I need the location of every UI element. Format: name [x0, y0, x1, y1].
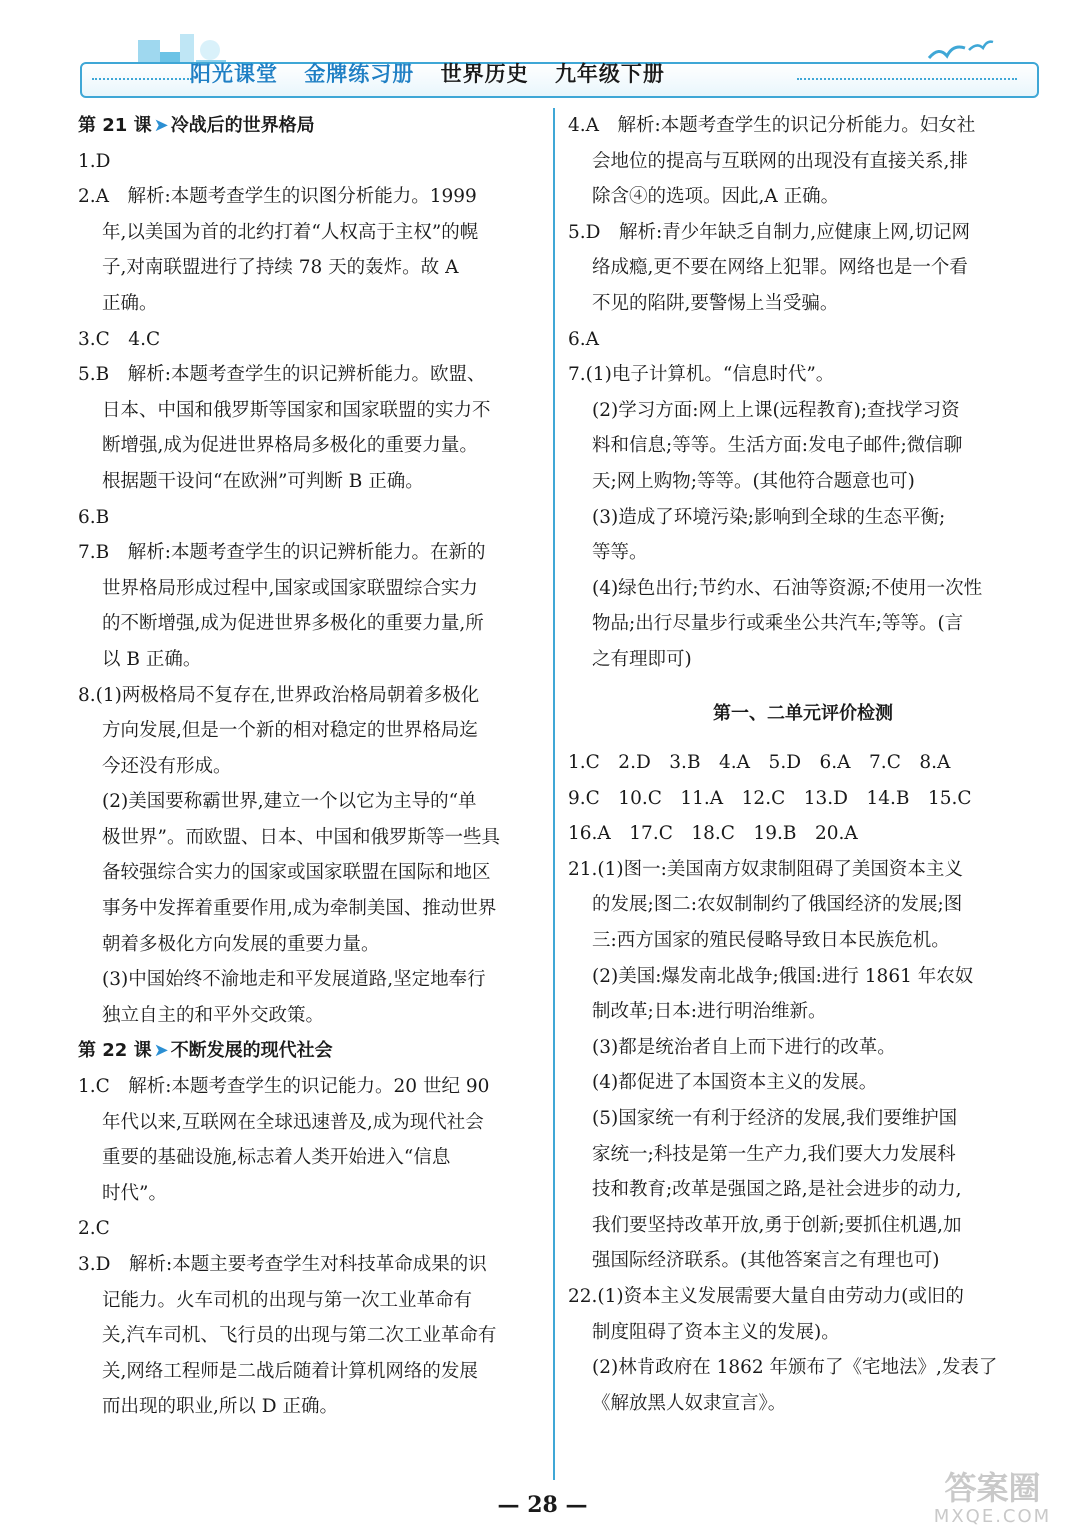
- answer-line: 除含④的选项。因此,A 正确。: [592, 186, 840, 208]
- answer-line: 日本、中国和俄罗斯等国家和国家联盟的实力不: [102, 399, 491, 421]
- answer-line: (3)都是统治者自上而下进行的改革。: [592, 1036, 896, 1058]
- answer-line: 以 B 正确。: [102, 648, 202, 670]
- answer-line: 年,以美国为首的北约打着“人权高于主权”的幌: [102, 221, 479, 243]
- answer-line: 16.A 17.C 18.C 19.B 20.A: [568, 823, 858, 845]
- arrow-icon: ➤: [153, 1040, 169, 1062]
- answer-line: (2)美国要称霸世界,建立一个以它为主导的“单: [102, 791, 477, 813]
- answer-line: 2.C: [78, 1218, 110, 1240]
- answer-line: 之有理即可): [592, 648, 692, 670]
- answer-line: 重要的基础设施,标志着人类开始进入“信息: [102, 1147, 451, 1169]
- unit-test-title: 第一、二单元评价检测: [713, 702, 893, 724]
- answer-line: 不见的陷阱,要警惕上当受骗。: [592, 292, 839, 314]
- page-header: [60, 30, 1035, 98]
- answer-line: 天;网上购物;等等。(其他符合题意也可): [592, 470, 915, 492]
- answer-line: 制度阻碍了资本主义的发展)。: [592, 1321, 840, 1343]
- answer-line: (2)学习方面:网上上课(远程教育);查找学习资: [592, 399, 960, 421]
- answer-line: 事务中发挥着重要作用,成为牵制美国、推动世界: [102, 898, 497, 920]
- arrow-icon: ➤: [153, 115, 169, 136]
- answer-line: 等等。: [592, 542, 648, 564]
- answer-line: 料和信息;等等。生活方面:发电子邮件;微信聊: [592, 435, 963, 457]
- header-title: [190, 58, 683, 88]
- answer-line: 我们要坚持改革开放,勇于创新;要抓住机遇,加: [592, 1214, 962, 1236]
- answer-line: 强国际经济联系。(其他答案言之有理也可): [592, 1250, 940, 1272]
- answer-line: 5.B 解析:本题考查学生的识记辨析能力。欧盟、: [78, 364, 486, 386]
- brand-name: 阳光课堂: [190, 62, 278, 86]
- subject-name: 世界历史: [440, 62, 529, 86]
- left-column: [78, 108, 546, 1425]
- answer-line: (4)绿色出行;节约水、石油等资源;不使用一次性: [592, 577, 983, 599]
- answer-line: 记能力。火车司机的出现与第一次工业革命有: [102, 1289, 473, 1311]
- answer-line: (4)都促进了本国资本主义的发展。: [592, 1072, 878, 1094]
- answer-line: 1.D: [78, 150, 111, 172]
- answer-line: 9.C 10.C 11.A 12.C 13.D 14.B 15.C: [568, 787, 972, 809]
- answer-line: 8.(1)两极格局不复存在,世界政治格局朝着多极化: [78, 684, 480, 706]
- answer-line: 22.(1)资本主义发展需要大量自由劳动力(或旧的: [568, 1286, 964, 1307]
- answer-line: 21.(1)图一:美国南方奴隶制阻碍了美国资本主义: [568, 858, 963, 880]
- answer-line: 3.C 4.C: [78, 328, 161, 350]
- answer-line: 方向发展,但是一个新的相对稳定的世界格局迄: [102, 720, 478, 742]
- answer-line: 独立自主的和平外交政策。: [102, 1004, 325, 1026]
- answer-line: 络成瘾,更不要在网络上犯罪。网络也是一个看: [592, 257, 968, 279]
- answer-line: 今还没有形成。: [102, 755, 232, 777]
- lesson-21-heading: 第 21 课 ➤ 冷战后的世界格局: [78, 115, 315, 136]
- answer-line: 物品;出行尽量步行或乘坐公共汽车;等等。(言: [592, 613, 964, 635]
- answer-line: 制改革;日本:进行明治维新。: [592, 1001, 827, 1023]
- answer-line: 根据题干设问“在欧洲”可判断 B 正确。: [102, 470, 424, 492]
- answer-line: 而出现的职业,所以 D 正确。: [102, 1396, 338, 1418]
- answer-line: 断增强,成为促进世界格局多极化的重要力量。: [102, 435, 478, 457]
- answer-line: (5)国家统一有利于经济的发展,我们要维护国: [592, 1108, 958, 1130]
- answer-line: 1.C 2.D 3.B 4.A 5.D 6.A 7.C 8.A: [568, 752, 951, 774]
- grade-name: 九年级下册: [554, 62, 665, 86]
- series-name: 金牌练习册: [304, 62, 415, 86]
- answer-line: 7.B 解析:本题考查学生的识记辨析能力。在新的: [78, 542, 486, 564]
- answer-line: 6.A: [568, 328, 600, 350]
- answer-line: (3)中国始终不渝地走和平发展道路,坚定地奉行: [102, 969, 486, 991]
- answer-line: 备较强综合实力的国家或国家联盟在国际和地区: [102, 862, 491, 884]
- page-number: — 28 —: [497, 1492, 588, 1518]
- answer-line: 朝着多极化方向发展的重要力量。: [102, 933, 380, 955]
- answer-line: 极世界”。而欧盟、日本、中国和俄罗斯等一些具: [102, 826, 500, 848]
- answer-line: 会地位的提高与互联网的出现没有直接关系,排: [592, 150, 968, 172]
- answer-line: 2.A 解析:本题考查学生的识图分析能力。1999: [78, 186, 477, 208]
- answer-line: 5.D 解析:青少年缺乏自制力,应健康上网,切记网: [568, 221, 970, 243]
- answer-line: 关,网络工程师是二战后随着计算机网络的发展: [102, 1360, 478, 1382]
- answer-line: 家统一;科技是第一生产力,我们要大力发展科: [592, 1143, 956, 1165]
- answer-line: 的不断增强,成为促进世界多极化的重要力量,所: [102, 613, 484, 635]
- answer-line: 子,对南联盟进行了持续 78 天的轰炸。故 A: [102, 257, 459, 279]
- answer-line: 技和教育;改革是强国之路,是社会进步的动力,: [592, 1179, 962, 1201]
- answer-line: 的发展;图二:农奴制制约了俄国经济的发展;图: [592, 894, 963, 916]
- answer-line: (2)美国:爆发南北战争;俄国:进行 1861 年农奴: [592, 965, 974, 987]
- answer-line: 正确。: [102, 292, 158, 314]
- answer-line: 时代”。: [102, 1182, 167, 1204]
- answer-line: 4.A 解析:本题考查学生的识记分析能力。妇女社: [568, 115, 976, 136]
- answer-line: 《解放黑人奴隶宣言》。: [592, 1392, 787, 1414]
- answer-line: (3)造成了环境污染;影响到全球的生态平衡;: [592, 506, 946, 528]
- answer-line: 三:西方国家的殖民侵略导致日本民族危机。: [592, 930, 950, 952]
- lesson-22-heading: 第 22 课 ➤ 不断发展的现代社会: [78, 1040, 333, 1062]
- right-column: [568, 108, 1038, 1421]
- answer-line: 6.B: [78, 506, 110, 528]
- answer-line: 7.(1)电子计算机。“信息时代”。: [568, 364, 835, 386]
- answer-line: 年代以来,互联网在全球迅速普及,成为现代社会: [102, 1111, 484, 1133]
- answer-line: 世界格局形成过程中,国家或国家联盟综合实力: [102, 577, 478, 599]
- answer-line: 1.C 解析:本题考查学生的识记能力。20 世纪 90: [78, 1076, 490, 1098]
- answer-line: 关,汽车司机、飞行员的出现与第二次工业革命有: [102, 1325, 497, 1347]
- watermark-logo: 答案圈 MXQE.COM: [933, 1469, 1052, 1527]
- column-divider: [553, 108, 555, 1480]
- birds-icon: [925, 36, 995, 68]
- answer-line: 3.D 解析:本题主要考查学生对科技革命成果的识: [78, 1254, 487, 1275]
- answer-line: (2)林肯政府在 1862 年颁布了《宅地法》,发表了: [592, 1357, 998, 1379]
